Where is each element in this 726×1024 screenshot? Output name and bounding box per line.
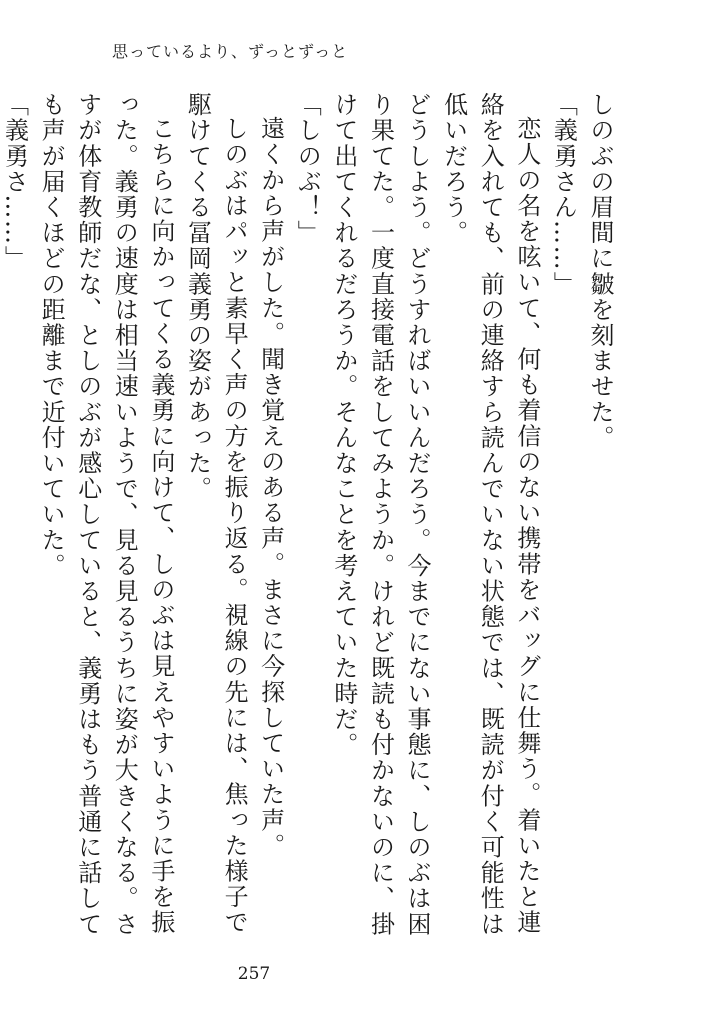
vertical-text-body [0, 92, 618, 952]
running-title: 思っているより、ずっとずっと [112, 42, 349, 61]
paragraph-8: こちらに向かってくる義勇に向けて、しのぶは見えやすいように手を振った。義勇の速度は相当速いようで、見る見るうちに姿が大きくなる。さすが体育教師だな、としのぶが感心していると、義勇はもう普通に話しても声が届くほどの距離まで近付いていた。 [37, 92, 175, 937]
paragraph-4: どうしよう。どうすればいいんだろう。今までにない事態に、しのぶは困り果てた。一度直接電話をしてみようか。けれど既読も付かないのに、掛けて出てくれるだろうか。そんなことを考えていた時だ。 [329, 92, 432, 937]
paragraph-7: しのぶはパッと素早く声の方を振り返る。視線の先には、焦った様子で駆けてくる冨岡義勇の姿があった。 [183, 92, 249, 936]
paragraph-3: 恋人の名を呟いて、何も着信のない携帯をバッグに仕舞う。着いたと連絡を入れても、前の連絡すら読んでいない状態では、既読が付く可能性は低いだろう。 [439, 92, 541, 937]
page-number-label: 257 [237, 964, 271, 984]
paragraph-6: 遠くから声がした。聞き覚えのある声。まさに今探していた声。 [256, 116, 285, 859]
paragraph-2: 「義勇さん……」 [549, 92, 578, 297]
paragraph-9: 「義勇さ……」 [0, 92, 29, 272]
paragraph-5: 「しのぶ！」 [293, 92, 322, 246]
page-number [0, 964, 726, 984]
paragraph-1: しのぶの眉間に皺を刻ませた。 [586, 92, 614, 451]
